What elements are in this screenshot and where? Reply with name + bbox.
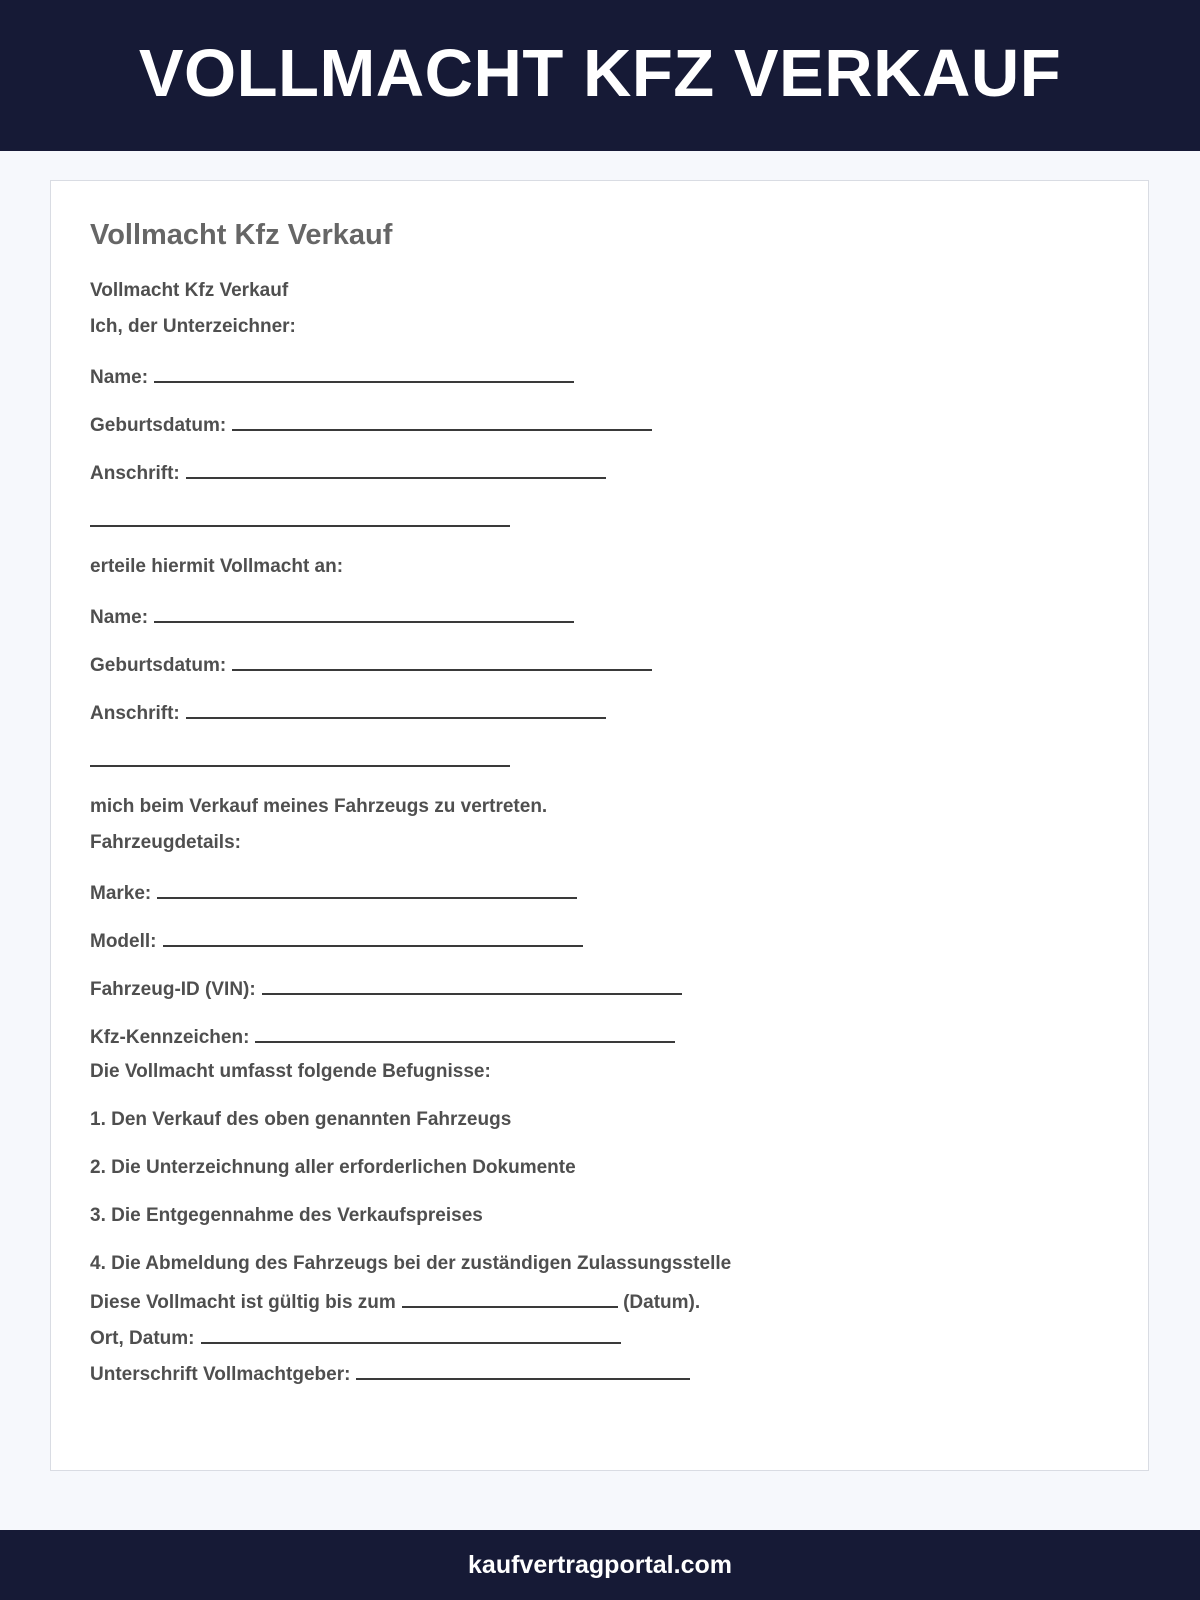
grantor-address-field[interactable] — [186, 460, 606, 479]
purpose-text: mich beim Verkauf meines Fahrzeugs zu vertreten. — [90, 796, 548, 817]
grantee-address-field[interactable] — [186, 700, 606, 719]
grantor-birthdate-label: Geburtsdatum: — [90, 415, 227, 436]
grantee-birthdate-row — [90, 652, 652, 677]
grantor-name-label: Name: — [90, 367, 149, 388]
document-subtitle: Vollmacht Kfz Verkauf — [90, 280, 289, 301]
power-item: 1. Den Verkauf des oben genannten Fahrzeugs — [90, 1109, 512, 1130]
vehicle-vin-field[interactable] — [262, 976, 682, 995]
validity-row — [90, 1289, 700, 1314]
grantee-name-field[interactable] — [154, 604, 574, 623]
vehicle-model-field[interactable] — [163, 928, 583, 947]
document-card — [50, 180, 1149, 1471]
place-date-field[interactable] — [201, 1325, 621, 1344]
grantee-birthdate-label: Geburtsdatum: — [90, 655, 227, 676]
power-item: 3. Die Entgegennahme des Verkaufspreises — [90, 1205, 483, 1226]
grantor-name-field[interactable] — [154, 364, 574, 383]
signature-field[interactable] — [356, 1361, 690, 1380]
vehicle-vin-row — [90, 976, 682, 1001]
grantee-name-row — [90, 604, 574, 629]
power-item: 4. Die Abmeldung des Fahrzeugs bei der zuständigen Zulassungsstelle — [90, 1253, 732, 1274]
validity-suffix: (Datum). — [623, 1292, 701, 1313]
grantee-address-label: Anschrift: — [90, 703, 180, 724]
vehicle-plate-row — [90, 1024, 675, 1049]
footer-banner — [0, 1530, 1200, 1600]
grant-statement: erteile hiermit Vollmacht an: — [90, 556, 344, 577]
document-title: Vollmacht Kfz Verkauf — [90, 219, 393, 251]
vehicle-brand-label: Marke: — [90, 883, 152, 904]
vehicle-plate-field[interactable] — [255, 1024, 675, 1043]
intro-text: Ich, der Unterzeichner: — [90, 316, 296, 337]
vehicle-brand-field[interactable] — [157, 880, 577, 899]
vehicle-vin-label: Fahrzeug-ID (VIN): — [90, 979, 256, 1000]
grantee-name-label: Name: — [90, 607, 149, 628]
grantor-birthdate-row — [90, 412, 652, 437]
powers-heading: Die Vollmacht umfasst folgende Befugnisse: — [90, 1061, 491, 1082]
grantor-birthdate-field[interactable] — [232, 412, 652, 431]
grantor-address-row-2 — [90, 508, 510, 533]
grantee-address-row — [90, 700, 606, 725]
grantor-address-label: Anschrift: — [90, 463, 180, 484]
validity-prefix: Diese Vollmacht ist gültig bis zum — [90, 1292, 396, 1313]
signature-row — [90, 1361, 690, 1386]
vehicle-brand-row — [90, 880, 577, 905]
footer-site-link[interactable]: kaufvertragportal.com — [468, 1550, 732, 1579]
grantee-address-field-2[interactable] — [90, 748, 510, 767]
banner-title: VOLLMACHT KFZ VERKAUF — [138, 36, 1062, 111]
vehicle-plate-label: Kfz-Kennzeichen: — [90, 1027, 250, 1048]
grantor-address-field-2[interactable] — [90, 508, 510, 527]
grantor-name-row — [90, 364, 574, 389]
grantee-address-row-2 — [90, 748, 510, 773]
grantee-birthdate-field[interactable] — [232, 652, 652, 671]
place-date-label: Ort, Datum: — [90, 1328, 195, 1349]
vehicle-model-label: Modell: — [90, 931, 157, 952]
header-banner — [0, 0, 1200, 151]
validity-date-field[interactable] — [402, 1289, 618, 1308]
power-item: 2. Die Unterzeichnung aller erforderlichen Dokumente — [90, 1157, 576, 1178]
vehicle-model-row — [90, 928, 583, 953]
grantor-address-row — [90, 460, 606, 485]
place-date-row — [90, 1325, 621, 1350]
vehicle-heading: Fahrzeugdetails: — [90, 832, 241, 853]
signature-label: Unterschrift Vollmachtgeber: — [90, 1364, 351, 1385]
